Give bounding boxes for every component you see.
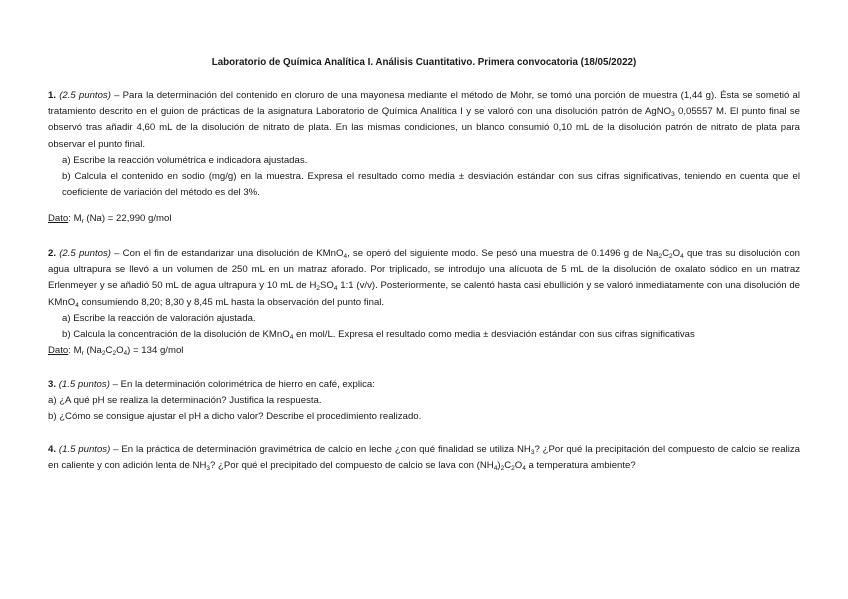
data-text: : M [68, 345, 82, 357]
question-4-statement [48, 442, 800, 474]
data-text: (Na [83, 345, 102, 357]
question-1-data [48, 211, 800, 227]
subscript: r [81, 350, 84, 358]
subscript: 3 [206, 465, 211, 473]
question-text: ) [497, 460, 501, 472]
subscript: 4 [680, 253, 684, 260]
part-label: b) [62, 171, 71, 183]
part-text: Calcula el contenido en sodio (mg/g) en la muestra. Expresa el resultado como media ± desviación estándar con sus cifras significativas, teniendo en cuenta que el coeficiente de variación del método es del 3%. [62, 171, 800, 199]
question-2-data [48, 343, 800, 359]
question-text: – En la determinación colorimétrica de hierro en café, explica: [112, 379, 375, 390]
part-text-cont: en mol/L. Expresa el resultado como media ± desviación estándar con sus cifras significativas [293, 329, 695, 341]
question-points: (1.5 puntos) [58, 379, 110, 390]
subscript: 4 [289, 334, 294, 342]
data-text: O [116, 345, 124, 357]
question-text: – Con el fin de estandarizar una disolución de KMnO [114, 248, 344, 259]
part-label: a) [62, 154, 71, 166]
data-text: C [105, 345, 113, 357]
question-1-statement [48, 88, 800, 153]
question-3 [48, 377, 800, 426]
subscript: 2 [112, 350, 117, 358]
question-text: – Para la determinación del contenido en cloruro de una mayonesa mediante el método de Mohr, se tomó una porción de muestra (1,44 g). Ésta se sometió al tratamiento descrito en el guion de prácticas de la asignatura Laboratorio de Química Analítica I y se valoró con una disolución patrón de AgNO [48, 90, 800, 118]
data-text: : M [68, 213, 82, 225]
question-number: 2. [48, 248, 57, 259]
question-text: – En la práctica de determinación gravimétrica de calcio en leche ¿con qué finalidad se utiliza NH [113, 444, 531, 455]
subscript: 2 [511, 465, 515, 473]
question-points: (2.5 puntos) [59, 248, 111, 259]
question-4 [48, 442, 800, 474]
question-2-part-b [48, 327, 800, 343]
subscript: 3 [671, 111, 675, 119]
question-text: C [504, 460, 512, 472]
part-label: a) [62, 312, 71, 324]
question-number: 1. [48, 90, 57, 101]
question-text: , se operó del siguiente modo. Se pesó una muestra de 0.1496 g de Na [347, 248, 659, 259]
question-text: ? ¿Por qué la precipitación del compuesto de calcio se realiza en caliente y con adición lenta de NH [48, 444, 800, 472]
question-text: a temperatura ambiente? [525, 460, 636, 472]
part-text: Calcula la concentración de la disolución de KMnO [73, 329, 290, 341]
question-text: SO [320, 280, 334, 292]
subscript: r [81, 218, 84, 226]
subscript: 2 [658, 253, 663, 260]
subscript: 2 [669, 253, 673, 260]
question-2-part-a [48, 311, 800, 327]
question-text: que tras su disolución con agua ultrapura se llevó a un volumen de 250 mL en un matraz aforado. Por triplicado, se introdujo una alícuota de 5 mL de la disolución de oxalato sódico en un matraz Erlenmeyer y se añadió 50 mL de agua ultrapura y 10 mL de H [48, 248, 801, 292]
question-3-part-b: b) ¿Cómo se consigue ajustar el pH a dicho valor? Describe el procedimiento realizado. [48, 411, 422, 423]
question-text-cont: 0,05557 M. El punto final se observó tras añadir 4,60 mL de la disolución de nitrato de plata. En las mismas condiciones, un blanco consumió 0,10 mL de la disolución patrón de nitrato de plata para observar el punto final. [48, 106, 801, 150]
question-3-statement [48, 377, 800, 393]
question-number: 3. [48, 379, 57, 390]
exam-title: Laboratorio de Química Analítica I. Análisis Cuantitativo. Primera convocatoria (18/05/2022) [211, 57, 637, 68]
data-label: Dato [48, 213, 69, 225]
subscript: 4 [333, 285, 338, 293]
subscript: 2 [316, 285, 321, 293]
question-number: 4. [48, 444, 57, 455]
data-text: ) = 134 g/mol [127, 345, 184, 357]
part-text: Escribe la reacción volumétrica e indicadora ajustadas. [73, 154, 308, 166]
question-1-part-a [48, 153, 800, 169]
question-points: (1.5 puntos) [58, 444, 111, 455]
question-text: consumiendo 8,20; 8,30 y 8,45 mL hasta la observación del punto final. [78, 296, 385, 308]
data-text-cont: (Na) = 22,990 g/mol [83, 213, 172, 225]
question-text: C [662, 248, 670, 259]
question-text: O [672, 248, 681, 259]
part-text: Escribe la reacción de valoración ajustada. [73, 312, 256, 324]
question-1-part-b [48, 169, 800, 201]
subscript: 2 [500, 465, 505, 473]
subscript: 4 [75, 301, 79, 309]
question-text: 1:1 (v/v). Posteriormente, se calentó hasta casi ebullición y se valoró inmediatamente con una disolución de KMnO [48, 280, 801, 308]
subscript: 3 [530, 449, 535, 456]
subscript: 4 [493, 465, 498, 473]
question-text: O [514, 460, 523, 472]
data-label: Dato [48, 345, 69, 357]
question-points: (2.5 puntos) [59, 90, 111, 101]
question-2-statement [48, 246, 800, 311]
subscript: 4 [123, 350, 128, 358]
question-2 [48, 246, 800, 359]
subscript: 4 [343, 253, 348, 260]
subscript: 2 [101, 350, 106, 358]
question-text: ? ¿Por qué el precipitado del compuesto de calcio se lava con (NH [210, 460, 494, 472]
question-1 [48, 88, 800, 228]
part-label: b) [62, 329, 71, 341]
subscript: 4 [522, 465, 526, 473]
question-3-part-a: a) ¿A qué pH se realiza la determinación? Justifica la respuesta. [48, 395, 322, 407]
